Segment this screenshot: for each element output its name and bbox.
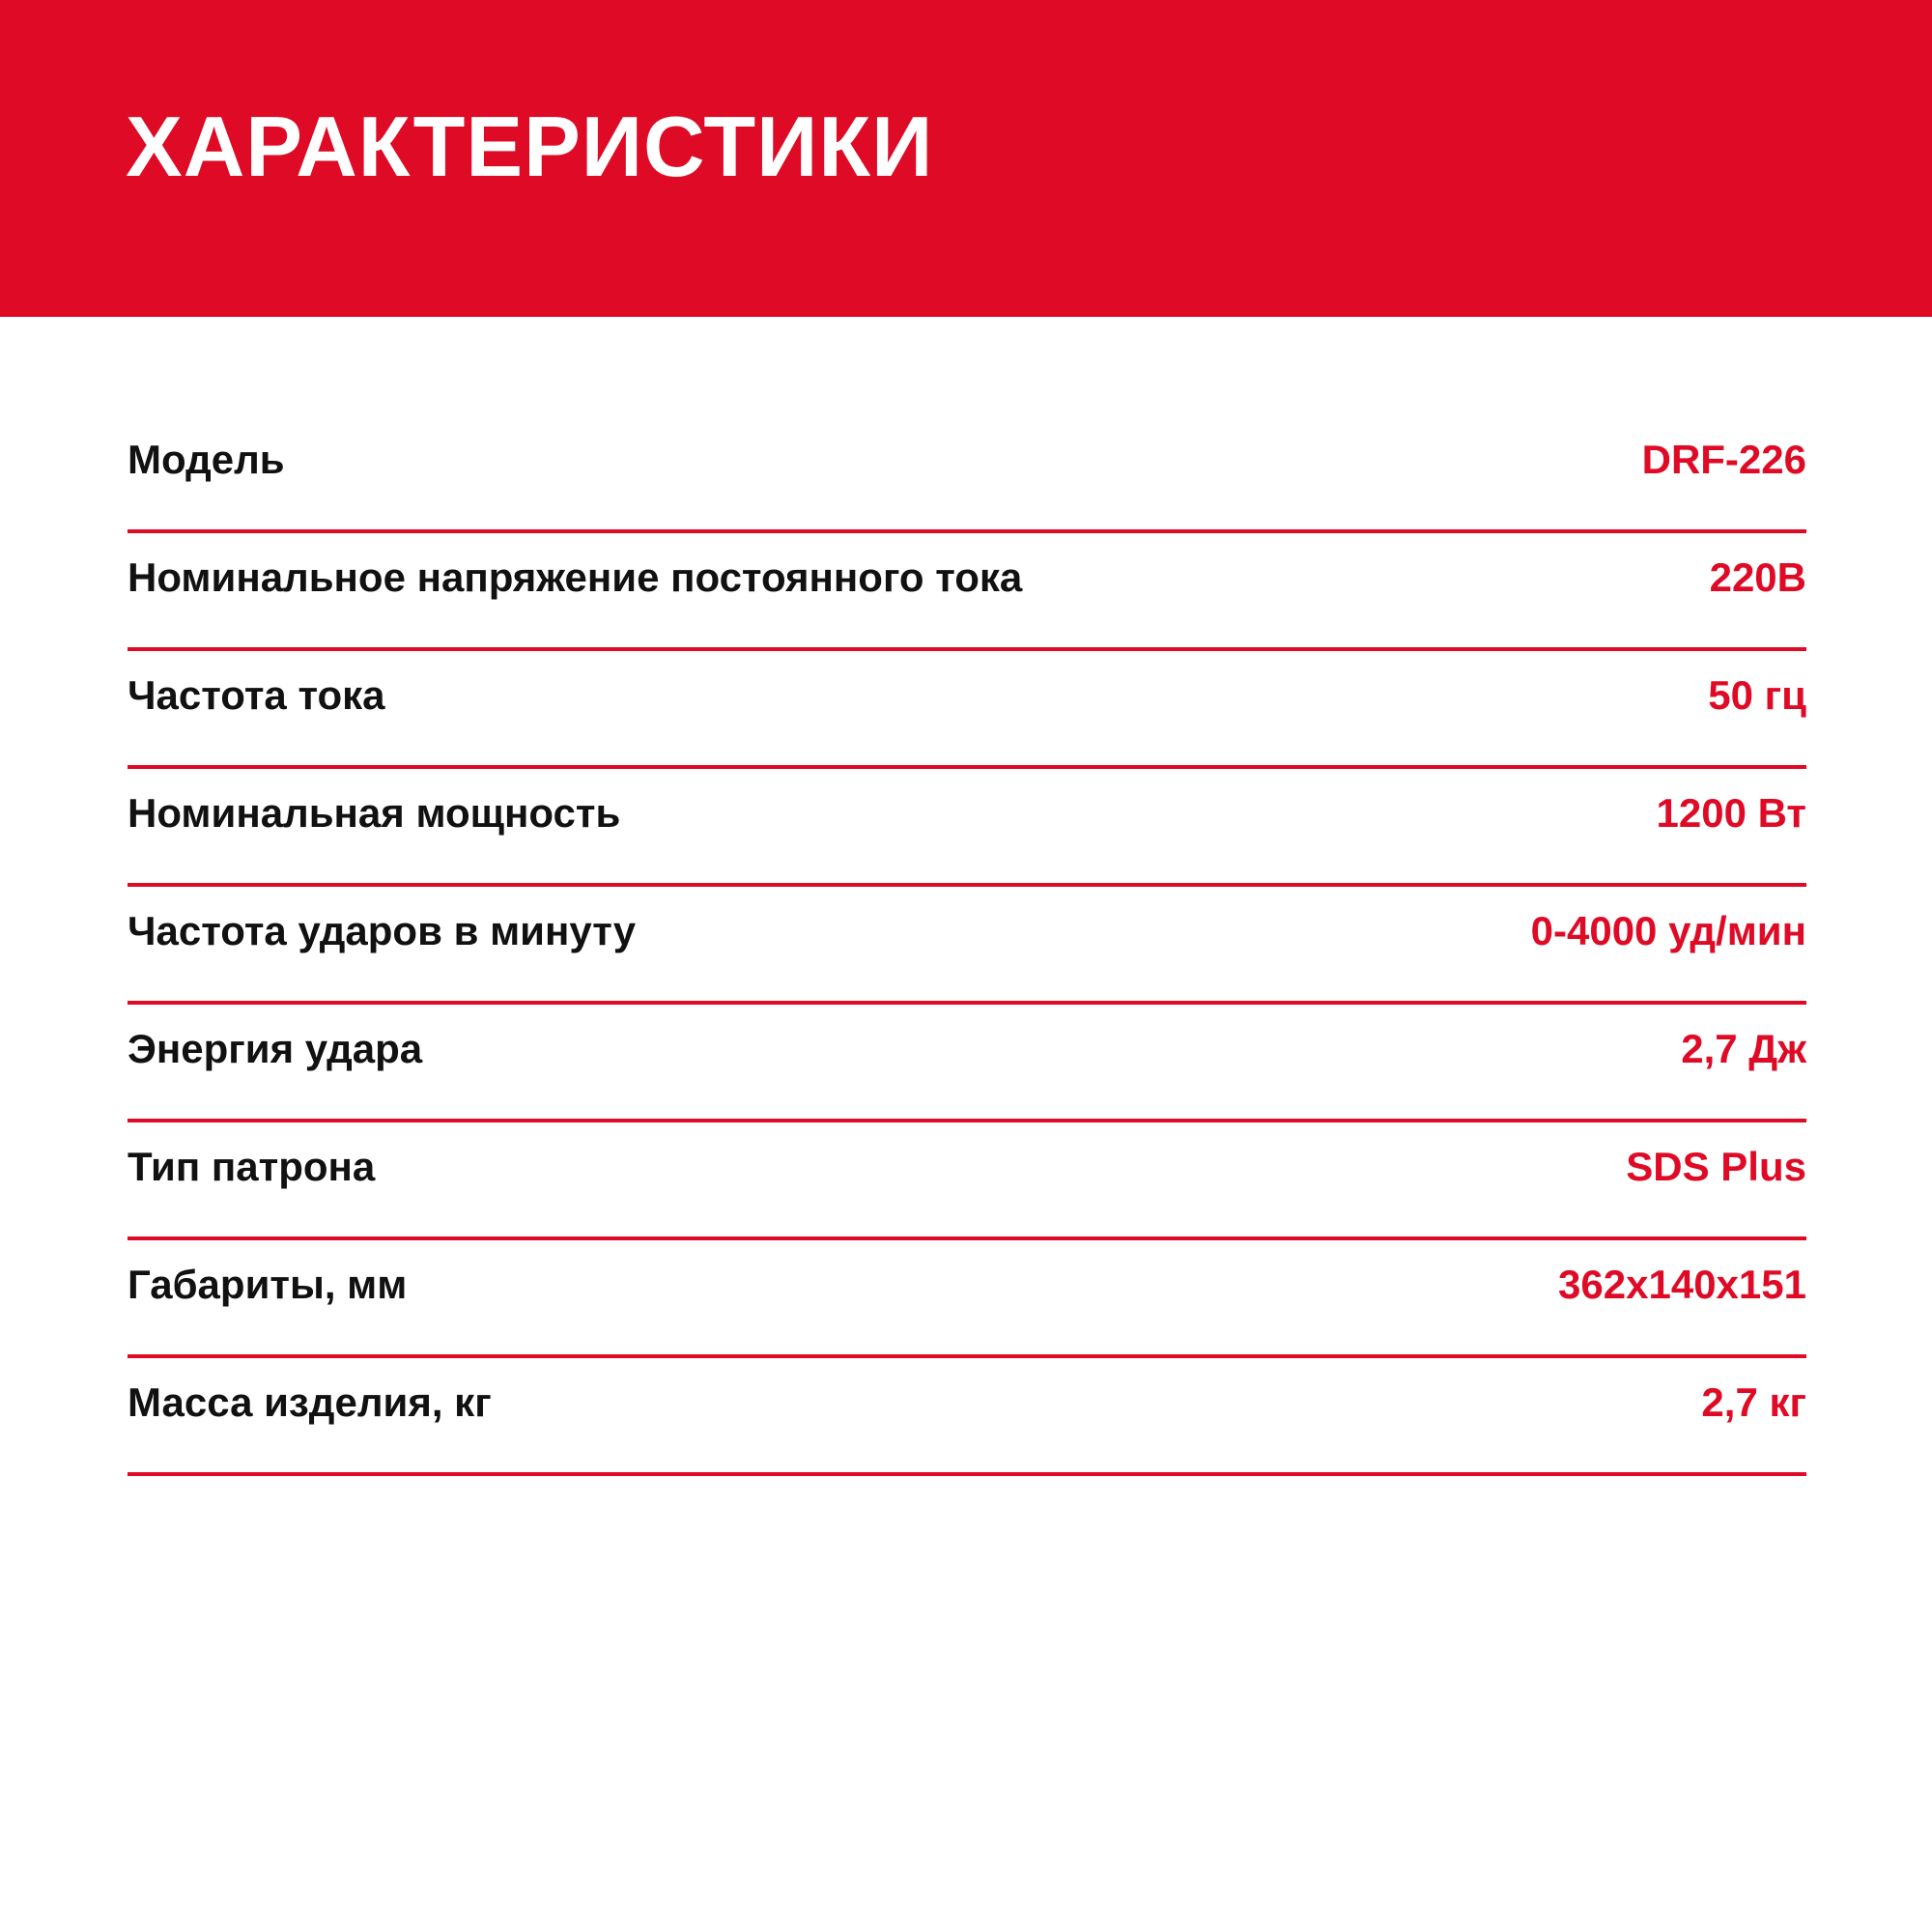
spec-value: 50 гц bbox=[1708, 672, 1806, 718]
spec-row-voltage bbox=[128, 533, 1806, 651]
spec-value: 0-4000 уд/мин bbox=[1530, 908, 1806, 953]
spec-label: Энергия удара bbox=[128, 1026, 423, 1071]
spec-label: Габариты, мм bbox=[128, 1262, 408, 1307]
specs-table bbox=[128, 415, 1806, 1476]
spec-label: Частота ударов в минуту bbox=[128, 908, 637, 953]
spec-label: Частота тока bbox=[128, 672, 385, 718]
spec-row-weight bbox=[128, 1358, 1806, 1476]
spec-value: 220В bbox=[1709, 554, 1806, 600]
spec-label: Номинальное напряжение постоянного тока bbox=[128, 554, 1023, 600]
spec-value: 1200 Вт bbox=[1656, 790, 1806, 836]
spec-value: 2,7 кг bbox=[1701, 1379, 1806, 1425]
spec-row-dimensions bbox=[128, 1240, 1806, 1358]
spec-row-model bbox=[128, 415, 1806, 533]
spec-label: Тип патрона bbox=[128, 1144, 376, 1189]
spec-row-chuck-type bbox=[128, 1122, 1806, 1240]
spec-label: Модель bbox=[128, 437, 285, 482]
spec-row-impact-rate bbox=[128, 887, 1806, 1005]
spec-row-frequency bbox=[128, 651, 1806, 769]
spec-row-power bbox=[128, 769, 1806, 887]
spec-label: Номинальная мощность bbox=[128, 790, 621, 836]
spec-row-impact-energy bbox=[128, 1005, 1806, 1122]
header-banner bbox=[0, 0, 1932, 317]
spec-label: Масса изделия, кг bbox=[128, 1379, 492, 1425]
page-title: ХАРАКТЕРИСТИКИ bbox=[126, 99, 934, 194]
spec-value: SDS Plus bbox=[1626, 1144, 1806, 1189]
spec-value: 362x140x151 bbox=[1558, 1262, 1806, 1307]
spec-value: 2,7 Дж bbox=[1681, 1026, 1806, 1071]
spec-value: DRF-226 bbox=[1641, 437, 1806, 482]
